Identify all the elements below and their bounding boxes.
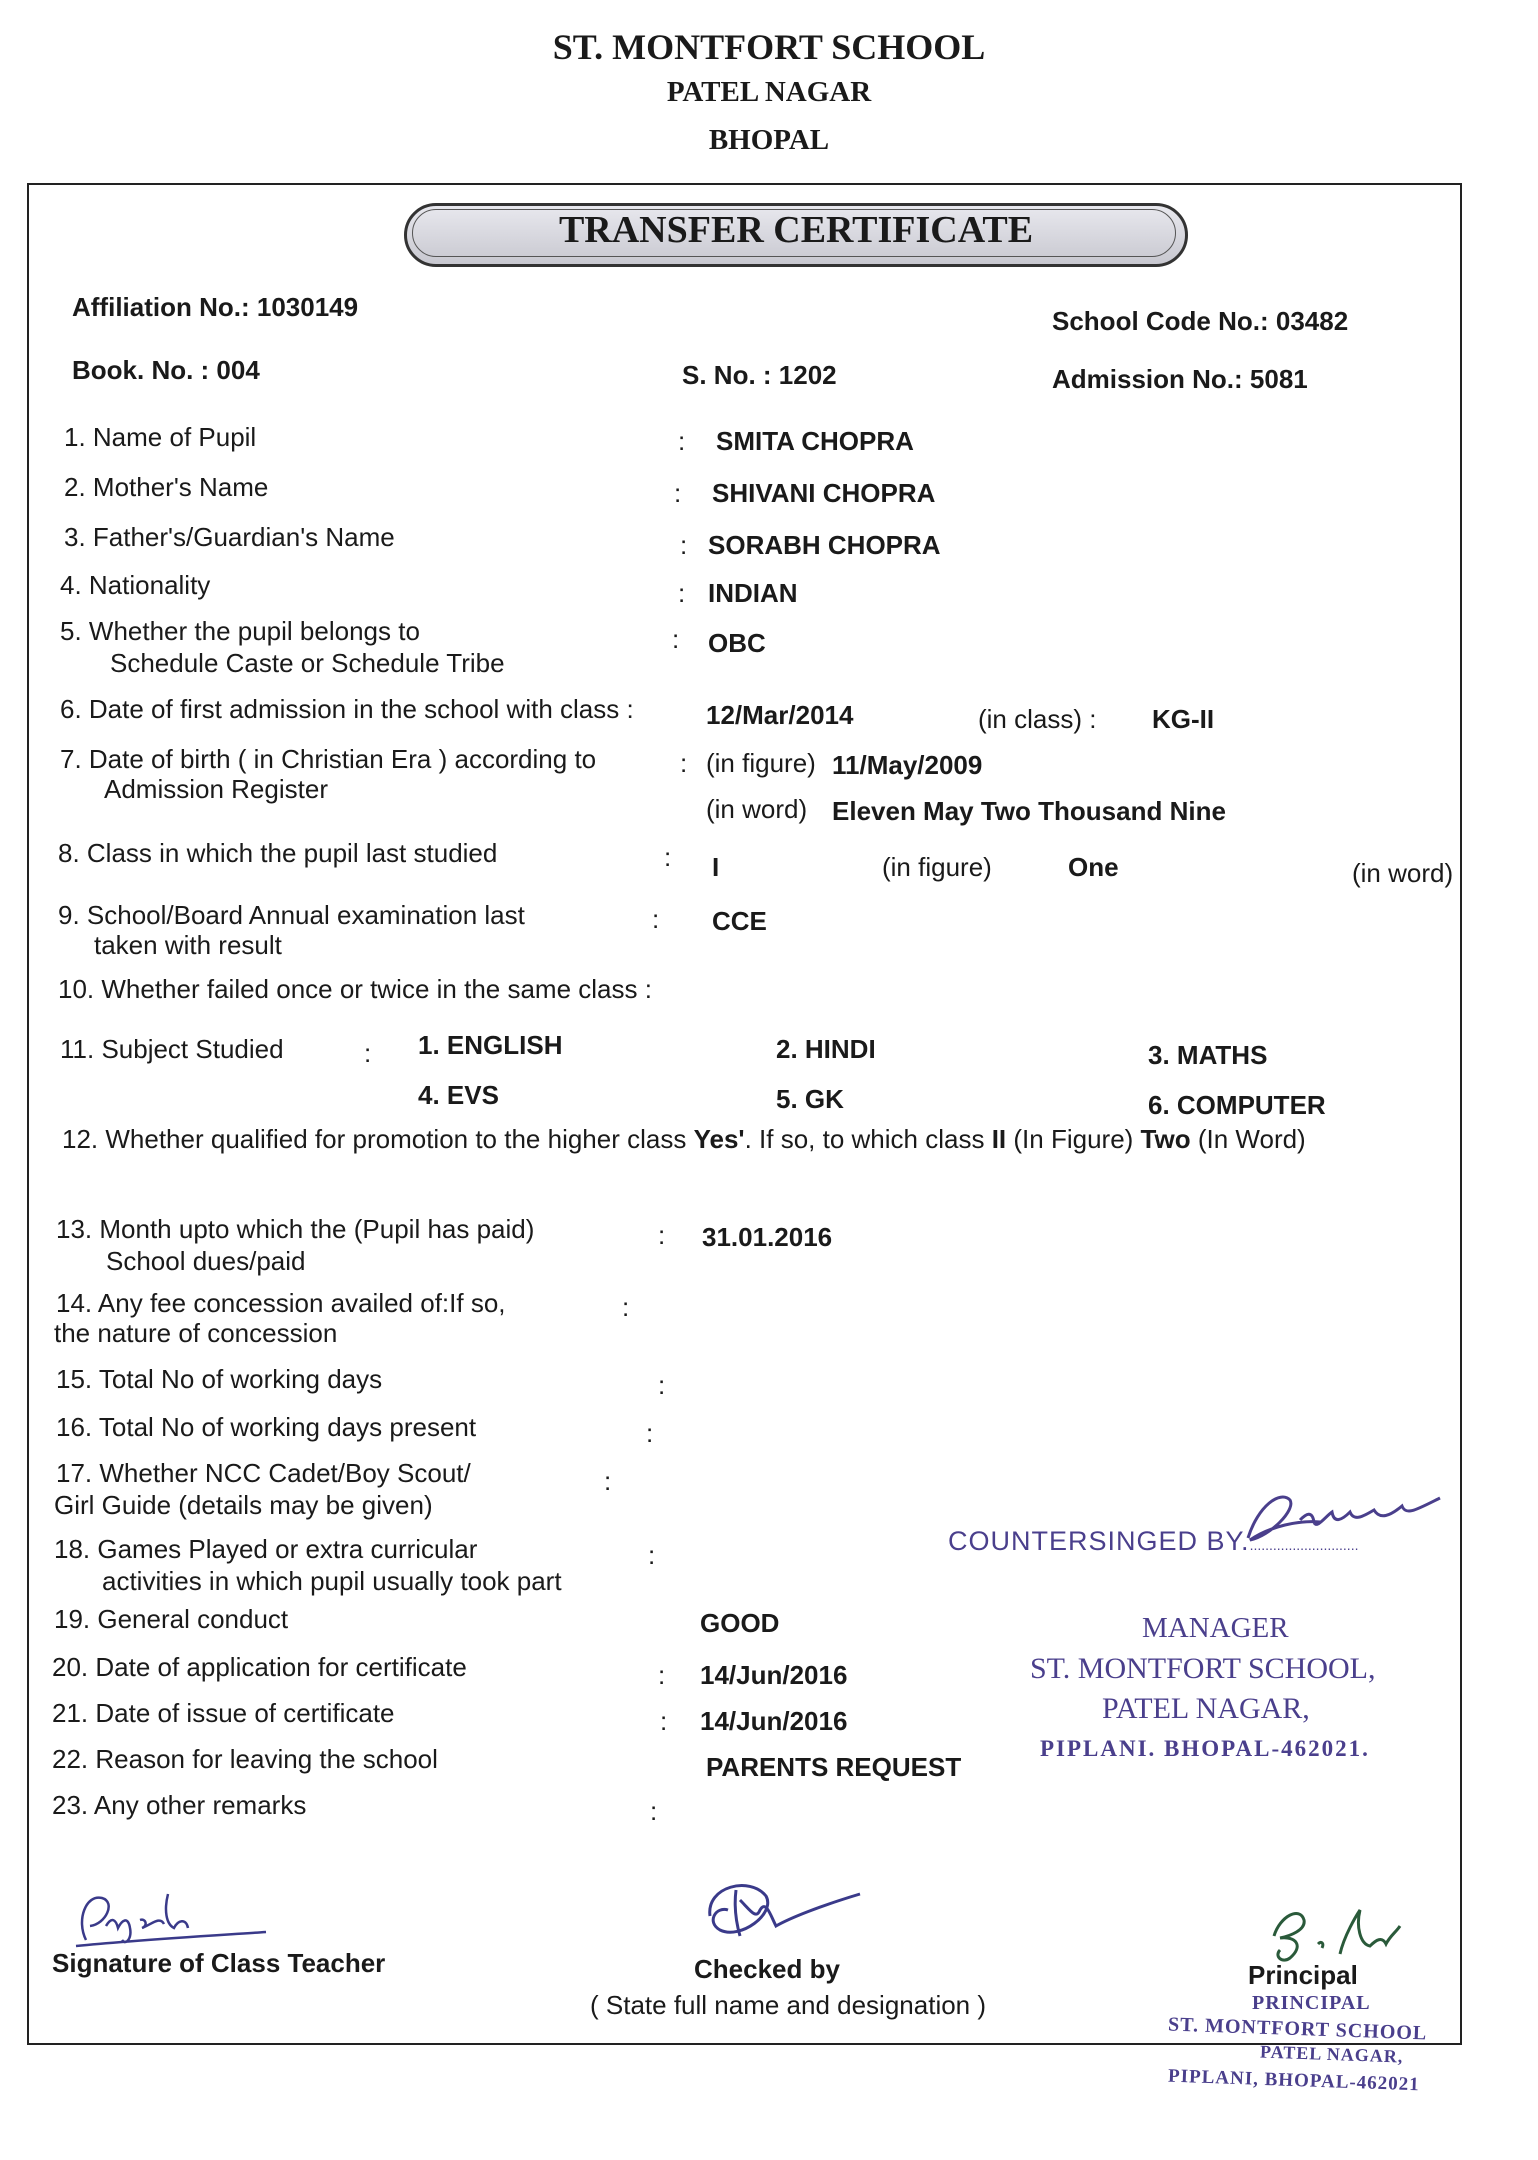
field-7-colon: : bbox=[680, 748, 688, 778]
field-14-colon: : bbox=[622, 1292, 630, 1322]
field-3-label: 3. Father's/Guardian's Name bbox=[64, 522, 395, 552]
field-20-label: 20. Date of application for certificate bbox=[52, 1652, 467, 1682]
field-19-label: 19. General conduct bbox=[54, 1604, 289, 1634]
admission-class: KG-II bbox=[1152, 704, 1215, 734]
field-9-colon: : bbox=[652, 904, 660, 934]
countersigned-label: COUNTERSINGED BY............................. bbox=[948, 1526, 1359, 1556]
leaving-reason: PARENTS REQUEST bbox=[706, 1752, 962, 1782]
field-12-line bbox=[62, 1124, 1306, 1155]
field-9-label: 9. School/Board Annual examination last bbox=[58, 900, 525, 930]
promotion-class-word: Two bbox=[1140, 1124, 1191, 1154]
field-8-label: 8. Class in which the pupil last studied bbox=[58, 838, 498, 868]
principal-stamp-title: PRINCIPAL bbox=[1252, 1992, 1371, 2014]
field-16-label: 16. Total No of working days present bbox=[56, 1412, 477, 1442]
dob-word-label: (in word) bbox=[706, 794, 808, 824]
school-name: ST. MONTFORT SCHOOL bbox=[552, 27, 986, 67]
field-4-colon: : bbox=[678, 578, 686, 608]
application-date: 14/Jun/2016 bbox=[700, 1660, 848, 1690]
field-15-label: 15. Total No of working days bbox=[56, 1364, 383, 1394]
field-13-colon: : bbox=[658, 1220, 666, 1250]
field-10-label: 10. Whether failed once or twice in the same class : bbox=[58, 974, 652, 1004]
manager-stamp-title: MANAGER bbox=[1142, 1612, 1289, 1644]
promotion-yes: Yes' bbox=[693, 1124, 745, 1154]
checked-by-note: ( State full name and designation ) bbox=[590, 1990, 987, 2020]
field-6-class-label: (in class) : bbox=[978, 704, 1097, 734]
field-13-label: 13. Month upto which the (Pupil has paid) bbox=[56, 1214, 535, 1244]
field-1-label: 1. Name of Pupil bbox=[64, 422, 257, 452]
exam-result: CCE bbox=[712, 906, 767, 936]
promotion-class-figure: II bbox=[991, 1124, 1007, 1154]
last-class-figure: I bbox=[712, 852, 720, 882]
dob-figure: 11/May/2009 bbox=[832, 750, 983, 780]
field-18-colon: : bbox=[648, 1540, 656, 1570]
subject-3: 3. MATHS bbox=[1148, 1040, 1268, 1070]
field-16-colon: : bbox=[646, 1418, 654, 1448]
field-3-colon: : bbox=[680, 530, 688, 560]
field-21-colon: : bbox=[660, 1706, 668, 1736]
last-class-word: One bbox=[1068, 852, 1119, 882]
school-locality: PATEL NAGAR bbox=[666, 76, 872, 108]
dob-figure-label: (in figure) bbox=[706, 748, 816, 778]
checked-by-label: Checked by bbox=[694, 1954, 840, 1984]
class-teacher-label: Signature of Class Teacher bbox=[52, 1948, 386, 1978]
field-17-label: 17. Whether NCC Cadet/Boy Scout/ bbox=[56, 1458, 471, 1488]
field-23-colon: : bbox=[650, 1796, 658, 1826]
field-7-label-cont: Admission Register bbox=[104, 774, 328, 804]
field-5-colon: : bbox=[672, 624, 680, 654]
principal-stamp-school: ST. MONTFORT SCHOOL bbox=[1167, 2013, 1428, 2045]
checked-by-signature bbox=[680, 1866, 880, 1956]
certificate-title: TRANSFER CERTIFICATE bbox=[558, 209, 1034, 251]
first-admission-date: 12/Mar/2014 bbox=[706, 700, 854, 730]
field-22-label: 22. Reason for leaving the school bbox=[52, 1744, 438, 1774]
dob-word: Eleven May Two Thousand Nine bbox=[832, 796, 1226, 826]
field-8-figure-label: (in figure) bbox=[882, 852, 992, 882]
field-9-label-cont: taken with result bbox=[94, 930, 282, 960]
field-14-label: 14. Any fee concession availed of:If so, bbox=[56, 1288, 506, 1318]
field-12-word-label: (In Word) bbox=[1197, 1124, 1306, 1154]
caste-category: OBC bbox=[708, 628, 766, 658]
principal-label: Principal bbox=[1248, 1960, 1358, 1990]
field-21-label: 21. Date of issue of certificate bbox=[52, 1698, 395, 1728]
field-17-colon: : bbox=[604, 1466, 612, 1496]
subject-5: 5. GK bbox=[776, 1084, 844, 1114]
field-4-label: 4. Nationality bbox=[60, 570, 211, 600]
admission-no: Admission No.: 5081 bbox=[1052, 364, 1308, 394]
field-12-text: . If so, to which class bbox=[744, 1124, 985, 1154]
field-18-label-cont: activities in which pupil usually took part bbox=[102, 1566, 562, 1596]
field-11-label: 11. Subject Studied bbox=[60, 1034, 284, 1064]
general-conduct: GOOD bbox=[700, 1608, 780, 1638]
field-14-label-cont: the nature of concession bbox=[54, 1318, 338, 1348]
field-11-colon: : bbox=[364, 1038, 372, 1068]
field-15-colon: : bbox=[658, 1370, 666, 1400]
field-5-label-cont: Schedule Caste or Schedule Tribe bbox=[110, 648, 505, 678]
serial-no: S. No. : 1202 bbox=[682, 360, 837, 390]
field-7-label: 7. Date of birth ( in Christian Era ) according to bbox=[60, 744, 597, 774]
field-12-figure-label: (In Figure) bbox=[1013, 1124, 1134, 1154]
principal-stamp-address: PIPLANI, BHOPAL-462021 bbox=[1167, 2065, 1421, 2096]
school-city: BHOPAL bbox=[708, 124, 830, 156]
field-8-word-label: (in word) bbox=[1352, 858, 1454, 888]
father-name: SORABH CHOPRA bbox=[708, 530, 941, 560]
subject-2: 2. HINDI bbox=[776, 1034, 876, 1064]
field-1-colon: : bbox=[678, 426, 686, 456]
field-12-label: 12. Whether qualified for promotion to the higher class bbox=[62, 1124, 687, 1154]
manager-stamp-address: PIPLANI. BHOPAL-462021. bbox=[1040, 1736, 1370, 1761]
manager-signature bbox=[1230, 1476, 1450, 1566]
pupil-name: SMITA CHOPRA bbox=[716, 426, 914, 456]
affiliation-no: Affiliation No.: 1030149 bbox=[72, 292, 359, 322]
field-18-label: 18. Games Played or extra curricular bbox=[54, 1534, 478, 1564]
mother-name: SHIVANI CHOPRA bbox=[712, 478, 936, 508]
subject-1: 1. ENGLISH bbox=[418, 1030, 563, 1060]
subject-4: 4. EVS bbox=[418, 1080, 499, 1110]
manager-stamp-school: ST. MONTFORT SCHOOL, bbox=[1030, 1652, 1376, 1685]
dues-paid-upto: 31.01.2016 bbox=[702, 1222, 833, 1252]
principal-stamp-locality: PATEL NAGAR, bbox=[1259, 2041, 1404, 2067]
subject-6: 6. COMPUTER bbox=[1148, 1090, 1326, 1120]
field-20-colon: : bbox=[658, 1660, 666, 1690]
manager-stamp-locality: PATEL NAGAR, bbox=[1102, 1692, 1310, 1725]
school-code-no: School Code No.: 03482 bbox=[1052, 306, 1349, 336]
field-5-label: 5. Whether the pupil belongs to bbox=[60, 616, 420, 646]
issue-date: 14/Jun/2016 bbox=[700, 1706, 848, 1736]
field-23-label: 23. Any other remarks bbox=[52, 1790, 307, 1820]
nationality: INDIAN bbox=[708, 578, 798, 608]
field-2-colon: : bbox=[674, 478, 682, 508]
field-17-label-cont: Girl Guide (details may be given) bbox=[54, 1490, 433, 1520]
field-2-label: 2. Mother's Name bbox=[64, 472, 269, 502]
book-no: Book. No. : 004 bbox=[72, 355, 260, 385]
field-13-label-cont: School dues/paid bbox=[106, 1246, 306, 1276]
field-6-label: 6. Date of first admission in the school with class : bbox=[60, 694, 634, 724]
field-8-colon: : bbox=[664, 842, 672, 872]
